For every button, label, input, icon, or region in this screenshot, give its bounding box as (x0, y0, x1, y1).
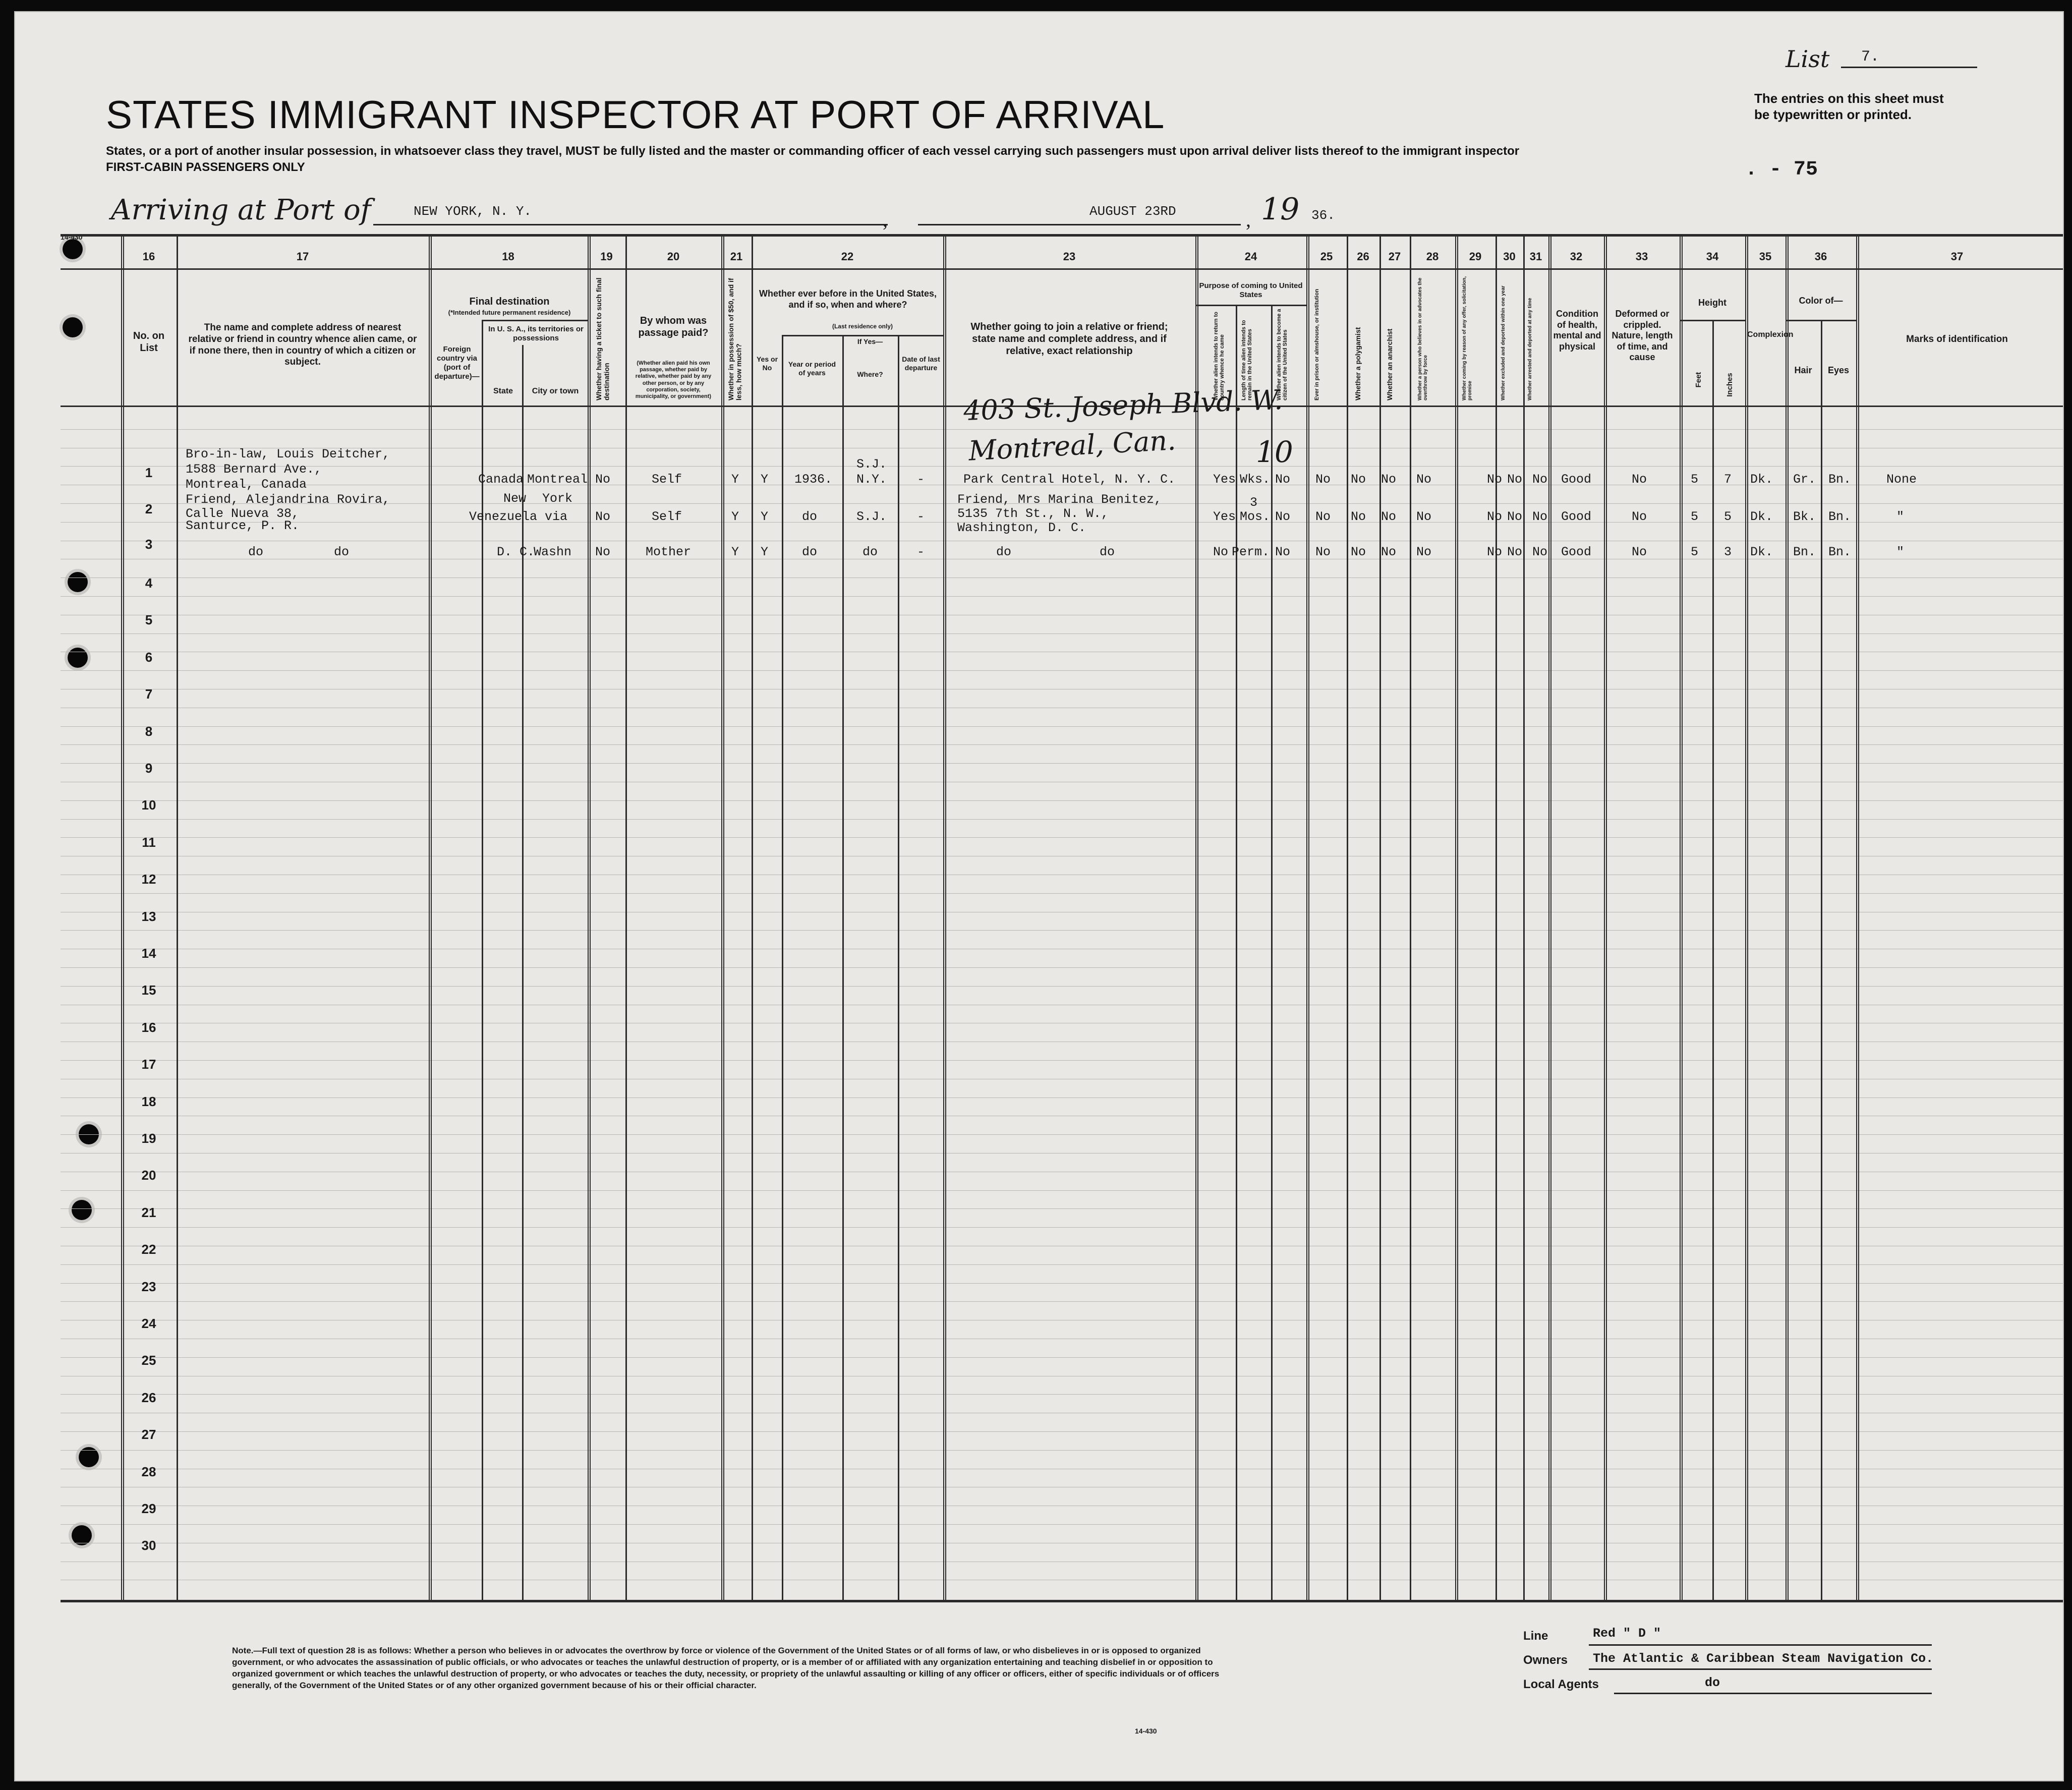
health: Good (1561, 545, 1592, 559)
header-if-yes: If Yes— (857, 337, 883, 345)
row-number: 26 (141, 1390, 156, 1405)
punch-hole (68, 648, 88, 668)
passage-paid: Mother (646, 545, 692, 559)
fifty-dollars: Y (731, 545, 739, 559)
col-border (1745, 235, 1748, 1601)
row-number: 22 (141, 1242, 156, 1257)
city: Washn (534, 545, 572, 559)
row-number: 14 (141, 946, 156, 961)
citizen: No (1275, 545, 1291, 559)
handwritten-address-line-2: Montreal, Can. (967, 424, 1177, 467)
citizen: No (1275, 472, 1291, 487)
header-ever-before: Whether ever before in the United States, and if so, when and where? (759, 288, 937, 310)
ticket: No (595, 472, 611, 487)
length-of-stay: Mos. (1240, 509, 1271, 524)
col-number: 31 (1529, 250, 1542, 263)
where: do (862, 545, 878, 559)
ruled-line (61, 1524, 2063, 1525)
col-border (1856, 235, 1859, 1601)
ticket: No (595, 509, 611, 524)
table-top-border (61, 234, 2063, 237)
answer-26: No (1351, 545, 1366, 559)
col-border (721, 235, 724, 1601)
punch-hole (63, 239, 83, 259)
header-health: Condition of health, mental and physical (1553, 309, 1601, 352)
row-number: 21 (141, 1205, 156, 1220)
row-number: 1 (145, 465, 153, 480)
answer-25: No (1315, 509, 1331, 524)
purpose: Yes (1213, 472, 1236, 487)
line-label: Line (1523, 1629, 1548, 1643)
answer-28: No (1416, 545, 1432, 559)
arrival-date: AUGUST 23RD (1089, 204, 1176, 219)
last-departure: - (917, 509, 925, 524)
row-number: 29 (141, 1501, 156, 1516)
purpose: Yes (1213, 509, 1236, 524)
height-feet: 5 (1691, 472, 1699, 487)
going-to-join: do (996, 545, 1012, 559)
deformed: No (1632, 472, 1647, 487)
relative-address: do (334, 545, 350, 559)
col-border (1271, 305, 1273, 1601)
marks: " (1896, 545, 1905, 559)
col-border (943, 235, 946, 1601)
line-value: Red " D " (1593, 1626, 1661, 1641)
col-border (1347, 235, 1348, 1601)
arriving-label: Arriving at Port of (111, 194, 371, 226)
hair: Gr. (1793, 472, 1816, 487)
row-number: 8 (145, 724, 153, 739)
table-colnum-border (61, 268, 2063, 270)
row-number: 5 (145, 612, 153, 627)
fifty-dollars: Y (731, 472, 739, 487)
ruled-line (61, 1208, 2063, 1209)
state: New (503, 491, 527, 506)
col-border (1195, 235, 1198, 1601)
ruled-line (61, 1060, 2063, 1061)
header-eyes: Eyes (1827, 365, 1850, 375)
manifest-sheet (14, 11, 2064, 1781)
header-state: State (493, 387, 513, 395)
row-number: 2 (145, 501, 153, 516)
header-marks: Marks of identification (1906, 334, 2008, 344)
answer-25: No (1315, 472, 1331, 487)
subheader-line (1786, 320, 1856, 321)
ticket: No (595, 545, 611, 559)
answer-30: No (1507, 509, 1523, 524)
height-inches: 5 (1724, 509, 1732, 524)
header-foreign-country: Foreign country via (port of departure)— (434, 345, 480, 381)
col-number: 17 (296, 250, 309, 263)
header-feet: Feet (1694, 372, 1703, 388)
col-number: 24 (1244, 250, 1257, 263)
where: S.J. (856, 509, 887, 524)
marks: " (1896, 509, 1905, 524)
header-in-usa: In U. S. A., its territories or possessions (488, 325, 584, 342)
instruction-text: States, or a port of another insular possession, in whatsoever class they travel, MUST be fully listed and the master or commanding officer of each vessel carrying such passengers must upon arrival deliver lists thereof to the immigrant inspector (106, 144, 1520, 158)
col-number: 29 (1469, 250, 1482, 263)
ruled-line (61, 837, 2063, 838)
row-number: 23 (141, 1279, 156, 1294)
subheader-line (782, 335, 943, 336)
row-number: 6 (145, 650, 153, 665)
going-to-join: Park Central Hotel, N. Y. C. (963, 472, 1176, 487)
going-to-join: Friend, Mrs Marina Benitez, (957, 492, 1162, 507)
answer-25: No (1315, 545, 1331, 559)
relative-address: Calle Nueva 38, (186, 506, 300, 521)
length-number: 3 (1250, 495, 1258, 510)
passage-paid: Self (652, 509, 682, 524)
header-color-of: Color of— (1799, 296, 1843, 306)
purpose: No (1213, 545, 1229, 559)
row-number: 4 (145, 575, 153, 591)
typewritten-note-2: be typewritten or printed. (1754, 107, 1912, 122)
ruled-line (61, 800, 2063, 801)
header-become-citizen: Whether alien intends to become a citizen of the United States (1276, 309, 1289, 400)
col-border (177, 235, 178, 1601)
col-number: 28 (1426, 250, 1439, 263)
relative-address: Bro-in-law, Louis Deitcher, (186, 447, 390, 461)
row-number: 3 (145, 537, 153, 552)
ruled-line (61, 633, 2063, 634)
answer-31: No (1532, 545, 1548, 559)
complexion: Dk. (1750, 545, 1773, 559)
header-deported: Whether arrested and deported at any time (1527, 298, 1533, 400)
header-anarchist: Whether an anarchist (1386, 328, 1394, 400)
col-border (1306, 235, 1309, 1601)
row-number: 25 (141, 1353, 156, 1368)
header-final-destination: Final destination (469, 296, 550, 307)
passage-paid: Self (652, 472, 682, 487)
instruction-first-cabin: FIRST-CABIN PASSENGERS ONLY (106, 160, 305, 174)
header-relative: The name and complete address of nearest relative or friend in country whence alien came, or if none there, then in country of which a citizen or subject. (188, 322, 417, 368)
height-inches: 7 (1724, 472, 1732, 487)
row-number: 13 (141, 909, 156, 924)
answer-27: No (1381, 509, 1397, 524)
ruled-line (61, 429, 2063, 430)
col-border (1410, 235, 1411, 1601)
length-of-stay: Wks. (1240, 472, 1271, 487)
height-inches: 3 (1724, 545, 1732, 559)
col-border (429, 235, 432, 1601)
going-to-join: do (1100, 545, 1115, 559)
answer-31: No (1532, 509, 1548, 524)
row-number: 18 (141, 1094, 156, 1109)
eyes: Bn. (1828, 509, 1852, 524)
ruled-line (61, 1190, 2063, 1191)
subheader-line (1680, 320, 1745, 321)
list-underline (1841, 67, 1977, 68)
relative-address: do (248, 545, 264, 559)
col-number: 26 (1357, 250, 1369, 263)
deformed: No (1632, 545, 1647, 559)
answer-27: No (1381, 545, 1397, 559)
col-border (1495, 235, 1497, 1601)
port-underline (373, 224, 888, 225)
col-number: 27 (1388, 250, 1401, 263)
col-border (1786, 235, 1789, 1601)
row-number: 30 (141, 1538, 156, 1553)
header-city: City or town (532, 387, 579, 395)
relative-address: Friend, Alejandrina Rovira, (186, 492, 390, 507)
row-number: 17 (141, 1057, 156, 1072)
answer-31: No (1532, 472, 1548, 487)
header-polygamist: Whether a polygamist (1354, 327, 1362, 400)
ruled-line (61, 726, 2063, 727)
owners-value: The Atlantic & Caribbean Steam Navigation Co. (1593, 1651, 1934, 1666)
eyes: Bn. (1828, 545, 1852, 559)
row-number: 20 (141, 1168, 156, 1183)
subheader-line (1195, 305, 1306, 306)
row-number: 9 (145, 761, 153, 776)
yes-no: Y (761, 545, 769, 559)
row-number: 28 (141, 1464, 156, 1479)
row-number: 24 (141, 1316, 156, 1331)
col-number: 18 (502, 250, 514, 263)
header-last-departure: Date of last departure (902, 355, 940, 372)
ruled-line (61, 930, 2063, 931)
height-feet: 5 (1691, 509, 1699, 524)
citizen: No (1275, 509, 1291, 524)
complexion: Dk. (1750, 472, 1773, 487)
going-to-join: Washington, D. C. (957, 521, 1086, 535)
year: do (802, 545, 818, 559)
ruled-line (61, 763, 2063, 764)
col-number: 35 (1759, 250, 1772, 263)
col-border (625, 235, 627, 1601)
date-underline (918, 224, 1241, 225)
relative-address: 1588 Bernard Ave., (186, 462, 322, 477)
answer-29: No (1487, 509, 1503, 524)
answer-29: No (1487, 545, 1503, 559)
row-number: 16 (141, 1020, 156, 1035)
city: Montreal (527, 472, 588, 487)
header-hair: Hair (1794, 365, 1812, 375)
footer-form-code: 14-430 (1135, 1727, 1157, 1735)
yes-no: Y (761, 509, 769, 524)
header-yes-no: Yes or No (756, 355, 778, 372)
ruled-line (61, 596, 2063, 597)
row-number: 12 (141, 872, 156, 887)
last-departure: - (917, 545, 925, 559)
year: do (802, 509, 818, 524)
header-offer: Whether coming by reason of any offer, solicitation, promise (1462, 276, 1473, 400)
handwritten-ten: 10 (1256, 435, 1293, 469)
header-passage-sub: (Whether alien paid his own passage, whether paid by relative, whether paid by any other person, or by any corporation, society, municipality, or government) (635, 360, 712, 399)
header-excluded: Whether excluded and deported within one year (1501, 285, 1506, 400)
col-border (1548, 235, 1551, 1601)
col-number: 16 (142, 250, 155, 263)
row-number: 27 (141, 1427, 156, 1442)
subheader-line (482, 320, 588, 321)
header-last-residence: (Last residence only) (832, 323, 893, 330)
header-purpose: Purpose of coming to United States (1199, 281, 1303, 299)
answer-30: No (1507, 472, 1523, 487)
header-passage-paid: By whom was passage paid? (638, 315, 709, 338)
length-of-stay: Perm. (1232, 545, 1270, 559)
hair: Bn. (1793, 545, 1816, 559)
local-agents-label: Local Agents (1523, 1678, 1599, 1691)
header-going-to-join: Whether going to join a relative or friend; state name and complete address, and if relative, exact relationship (970, 321, 1168, 357)
row-number: 19 (141, 1131, 156, 1146)
footnote-question-28: Note.—Full text of question 28 is as follows: Whether a person who believes in or advocates the overthrow by force or violence of the Government of the United States or of all forms of law, or who disbelieves in or is opposed to organized government, or who advocates the assassination of public officials, or who advocates or teaches the unlawful destruction of property, or is a member of or affiliated with any organization entertaining and teaching disbelief in or opposition to organized government or which teaches the unlawful destruction of property, or who advocates or teaches the duty, necessity, or propriety of the unlawful assaulting or killing of any officer or officers, either of specific individuals or of officers generally, of the Government of the United States or of any other organized government because of his or their official character. (232, 1646, 1220, 1690)
table-bottom-border (61, 1600, 2063, 1602)
height-feet: 5 (1691, 545, 1699, 559)
row-number: 7 (145, 686, 153, 702)
punch-hole (63, 317, 83, 337)
owners-label: Owners (1523, 1653, 1568, 1667)
page-title: STATES IMMIGRANT INSPECTOR AT PORT OF ARRIVAL (106, 92, 1165, 137)
col-number: 23 (1063, 250, 1076, 263)
last-departure: - (917, 472, 925, 487)
ruled-line (61, 819, 2063, 820)
sheet-mark: . - 75 (1745, 158, 1818, 181)
col-number: 32 (1570, 250, 1583, 263)
owners-underline (1589, 1668, 1932, 1670)
health: Good (1561, 472, 1592, 487)
health: Good (1561, 509, 1592, 524)
col-border (588, 235, 591, 1601)
foreign-country: Canada (478, 472, 524, 487)
header-length-of-stay: Length of time alien intends to remain in the United States (1241, 320, 1253, 400)
ruled-line (61, 893, 2063, 894)
ruled-line (61, 967, 2063, 968)
ruled-line (61, 744, 2063, 745)
year-prefix: 19 (1261, 192, 1300, 227)
header-inches: Inches (1725, 373, 1734, 397)
col-number: 19 (600, 250, 613, 263)
header-prison: Ever in prison or almshouse, or institution (1314, 288, 1320, 400)
header-year: Year or period of years (788, 360, 836, 377)
col-number: 21 (730, 250, 743, 263)
col-number: 25 (1320, 250, 1333, 263)
header-return: Whether alien intends to return to country whence he came (1213, 311, 1226, 400)
state: D. C. (497, 545, 535, 559)
answer-26: No (1351, 509, 1366, 524)
answer-26: No (1351, 472, 1366, 487)
row-number: 11 (142, 835, 156, 850)
ruled-line (61, 1357, 2063, 1358)
col-number: 30 (1503, 250, 1516, 263)
col-border (1821, 320, 1822, 1601)
punch-hole (68, 572, 88, 592)
col-number: 34 (1706, 250, 1719, 263)
col-number: 37 (1950, 250, 1964, 263)
col-border (1604, 235, 1607, 1601)
punch-hole (72, 1200, 92, 1220)
col-border (1712, 320, 1714, 1601)
row-number: 10 (141, 797, 156, 813)
col-border (522, 345, 524, 1601)
comma: , (883, 208, 888, 231)
col-number: 33 (1635, 250, 1648, 263)
answer-30: No (1507, 545, 1523, 559)
header-overthrow: Whether a person who believes in or advocates the overthrow by force (1417, 277, 1428, 400)
ruled-line (61, 466, 2063, 467)
ruled-line (61, 1227, 2063, 1228)
answer-28: No (1416, 509, 1432, 524)
ruled-line (61, 1301, 2063, 1302)
row-number: 15 (141, 983, 156, 998)
list-label: List (1786, 45, 1830, 73)
foreign-country: Venezuela via (469, 509, 568, 524)
yes-no: Y (761, 472, 769, 487)
ruled-line (61, 1264, 2063, 1265)
col-number: 20 (667, 250, 680, 263)
header-height: Height (1698, 298, 1726, 308)
marks: None (1886, 472, 1917, 487)
answer-29: No (1487, 472, 1503, 487)
going-to-join: 5135 7th St., N. W., (957, 506, 1109, 521)
relative-address: Montreal, Canada (186, 477, 307, 492)
form-code: 14-430 (61, 233, 83, 241)
ruled-line (61, 670, 2063, 671)
city: York (542, 491, 573, 506)
header-deformed: Deformed or crippled. Nature, length of time, and cause (1611, 309, 1673, 363)
local-agents-value: do (1705, 1676, 1720, 1690)
port-name: NEW YORK, N. Y. (414, 204, 532, 219)
ruled-line (61, 1394, 2063, 1395)
col-border (1455, 235, 1458, 1601)
header-complexion: Complexion (1747, 330, 1794, 339)
header-no-on-list: No. on List (133, 330, 165, 354)
list-value: 7. (1861, 48, 1880, 66)
col-border (1523, 235, 1525, 1601)
relative-address: Santurce, P. R. (186, 518, 300, 533)
header-fifty-dollars: Whether in possession of $50, and if less, how much? (727, 278, 743, 400)
answer-28: No (1416, 472, 1432, 487)
comma: , (1246, 208, 1251, 231)
col-number: 22 (841, 250, 854, 263)
ruled-line (61, 1431, 2063, 1432)
col-border (1680, 235, 1683, 1601)
header-where: Where? (857, 370, 883, 378)
fifty-dollars: Y (731, 509, 739, 524)
year: 1936. (794, 472, 833, 487)
header-final-destination-sub: (*Intended future permanent residence) (448, 309, 571, 316)
year-suffix: 36. (1311, 208, 1335, 223)
where: S.J. N.Y. (856, 457, 887, 487)
col-border (1236, 305, 1237, 1601)
hair: Bk. (1793, 509, 1816, 524)
handwritten-address-line-1: 403 St. Joseph Blvd. W. (963, 383, 1284, 427)
header-ticket: Whether having a ticket to such final destination (595, 277, 611, 400)
col-border (752, 235, 753, 1601)
col-border (842, 335, 844, 1601)
ruled-line (61, 1134, 2063, 1135)
col-border (898, 335, 899, 1601)
line-underline (1589, 1644, 1932, 1646)
ruled-line (61, 1450, 2063, 1451)
punch-hole (72, 1525, 92, 1545)
ruled-line (61, 986, 2063, 987)
col-border (1379, 235, 1381, 1601)
col-border (782, 335, 783, 1601)
answer-27: No (1381, 472, 1397, 487)
eyes: Bn. (1828, 472, 1852, 487)
ruled-line (61, 1283, 2063, 1284)
typewritten-note-1: The entries on this sheet must (1754, 91, 1944, 106)
deformed: No (1632, 509, 1647, 524)
complexion: Dk. (1750, 509, 1773, 524)
local-agents-underline (1614, 1693, 1932, 1694)
col-number: 36 (1814, 250, 1827, 263)
